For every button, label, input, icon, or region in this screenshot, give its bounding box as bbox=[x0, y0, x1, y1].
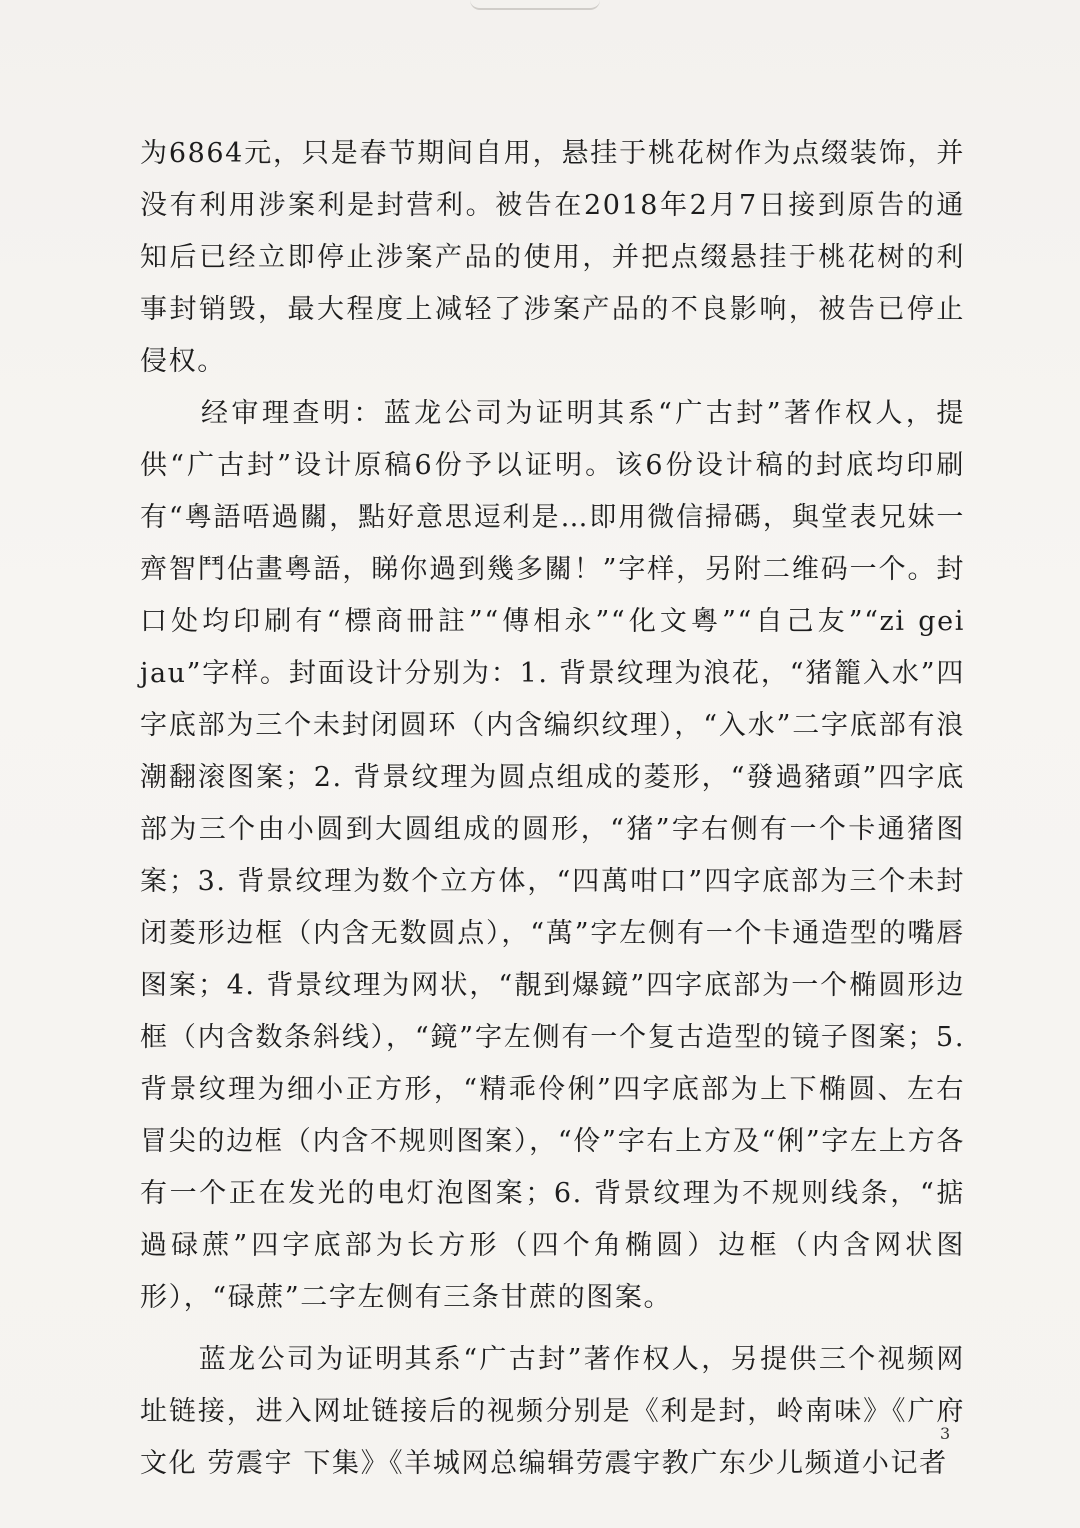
paragraph-findings: 经审理查明：蓝龙公司为证明其系“广古封”著作权人，提供“广古封”设计原稿6份予以证明。该6份设计稿的封底均印刷有“粵語唔過關，點好意思逗利是…即用微信掃碼，與堂表兄妹一齊智鬥佔畫粵語，睇你過到幾多關！”字样，另附二维码一个。封口处均印刷有“標商冊註”“傳相永”“化文粵”“自己友”“zi gei jau”字样。封面设计分别为：1. 背景纹理为浪花，“猪籠入水”四字底部为三个未封闭圆环（内含编织纹理），“入水”二字底部有浪潮翻滚图案；2. 背景纹理为圆点组成的菱形，“發過豬頭”四字底部为三个由小圆到大圆组成的圆形，“猪”字右侧有一个卡通猪图案；3. 背景纹理为数个立方体，“四萬咁口”四字底部为三个未封闭菱形边框（内含无数圆点），“萬”字左侧有一个卡通造型的嘴唇图案；4. 背景纹理为网状，“靚到爆鏡”四字底部为一个椭圆形边框（内含数条斜线），“鏡”字左侧有一个复古造型的镜子图案；5. 背景纹理为细小正方形，“精乖伶俐”四字底部为上下椭圆、左右冒尖的边框（内含不规则图案），“伶”字右上方及“俐”字左上方各有一个正在发光的电灯泡图案；6. 背景纹理为不规则线条，“掂過碌蔗”四字底部为长方形（四个角椭圆）边框（内含网状图形），“碌蔗”二字左侧有三条甘蔗的图案。 bbox=[140, 398, 965, 1313]
scan-artifact bbox=[470, 0, 600, 10]
paragraph-defendant-statement: 为6864元，只是春节期间自用，悬挂于桃花树作为点缀装饰，并没有利用涉案利是封营利。被告在2018年2月7日接到原告的通知后已经立即停止涉案产品的使用，并把点缀悬挂于桃花树的利事封销毁，最大程度上减轻了涉案产品的不良影响，被告已停止侵权。 bbox=[140, 138, 965, 377]
document-body bbox=[140, 128, 965, 1490]
page-number: 3 bbox=[940, 1424, 951, 1443]
paragraph-video-evidence: 蓝龙公司为证明其系“广古封”著作权人，另提供三个视频网址链接，进入网址链接后的视频分别是《利是封，岭南味》《广府文化 劳震宇 下集》《羊城网总编辑劳震宇教广东少儿频道小记者 bbox=[140, 1344, 965, 1479]
